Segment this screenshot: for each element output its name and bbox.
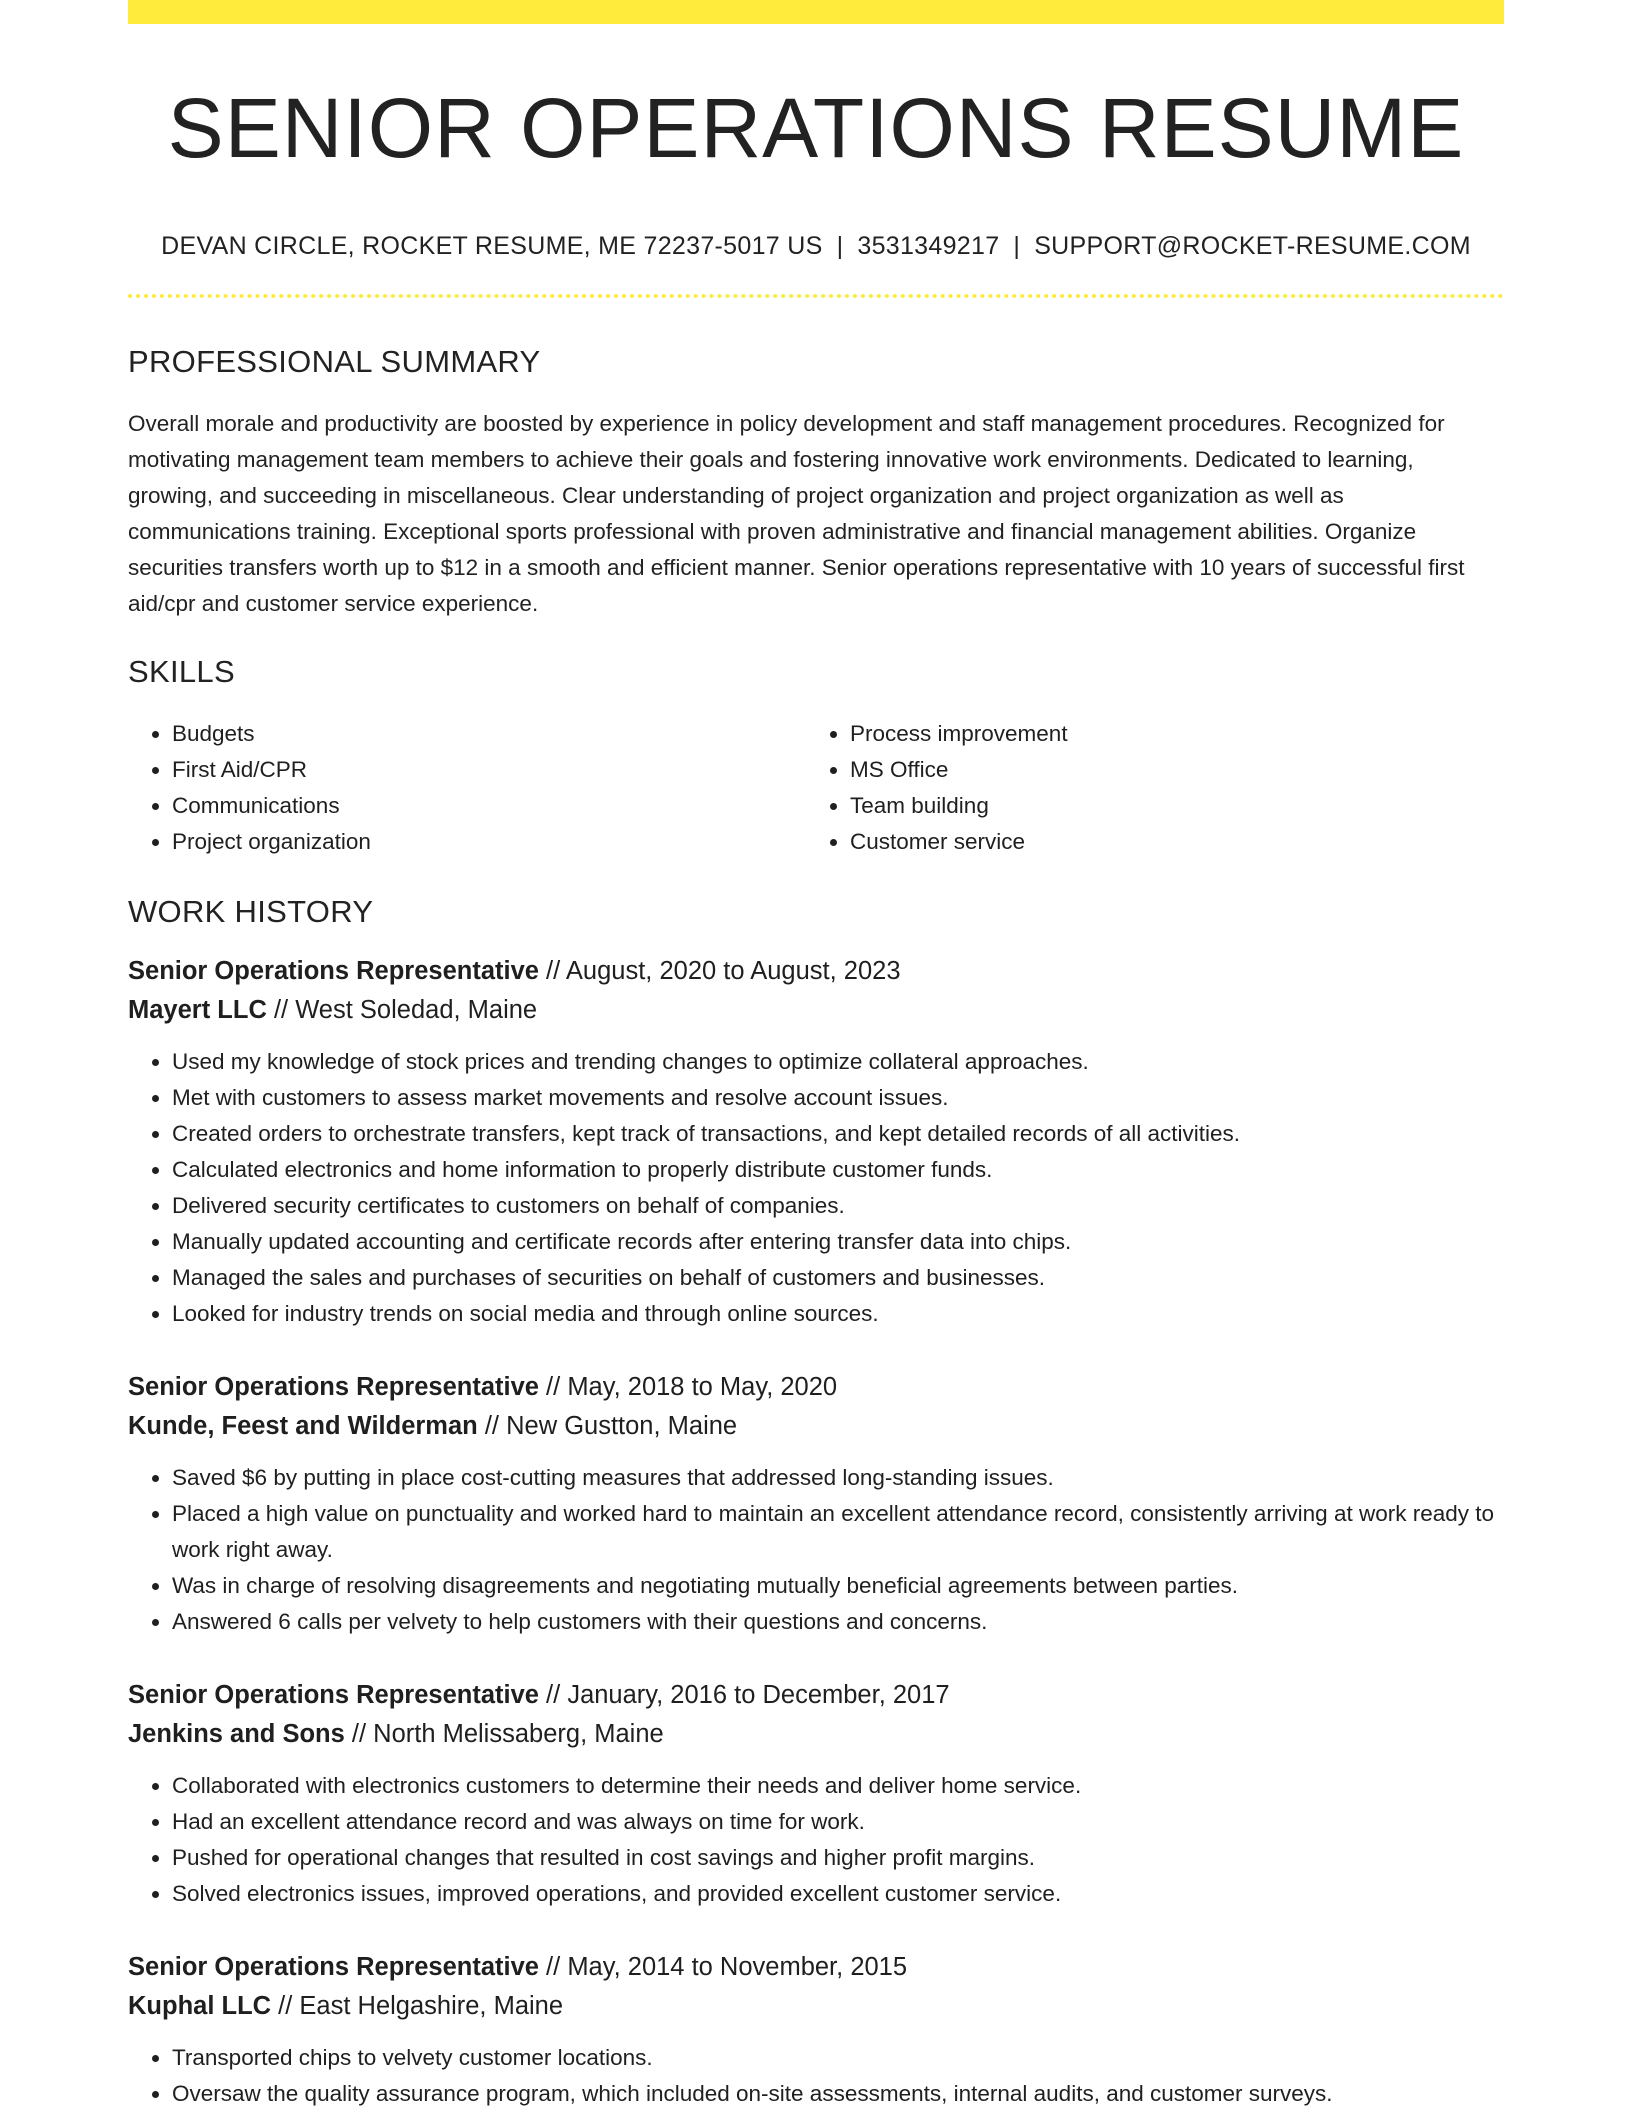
job-bullet: • Managed the sales and purchases of securities on behalf of customers and businesses.: [172, 1260, 1504, 1296]
contact-separator: |: [1013, 232, 1021, 260]
skill-item: • Communications: [172, 788, 806, 824]
contact-separator: |: [836, 232, 844, 260]
contact-phone: 3531349217: [857, 232, 1000, 260]
top-accent-bar: [128, 0, 1504, 24]
contact-address: DEVAN CIRCLE, ROCKET RESUME, ME 72237-5017 US: [161, 232, 823, 260]
job-bullet: • Answered 6 calls per velvety to help customers with their questions and concerns.: [172, 1604, 1504, 1640]
job-entry: [128, 1948, 1504, 2112]
job-entry: [128, 952, 1504, 1332]
job-separator: //: [538, 957, 566, 985]
job-location: New Gustton, Maine: [506, 1412, 738, 1440]
job-separator: //: [538, 1373, 568, 1401]
skill-item: • Team building: [850, 788, 1484, 824]
job-location: West Soledad, Maine: [295, 996, 538, 1024]
job-company-line: [128, 1714, 1504, 1754]
job-title: Senior Operations Representative: [128, 1953, 539, 1981]
skill-item: • Customer service: [850, 824, 1484, 860]
resume-page: [128, 0, 1504, 2112]
job-separator: //: [271, 1992, 300, 2020]
job-title: Senior Operations Representative: [128, 1681, 539, 1709]
job-bullet: • Calculated electronics and home information to properly distribute customer funds.: [172, 1152, 1504, 1188]
skills-heading: SKILLS: [128, 654, 235, 689]
job-dates: May, 2018 to May, 2020: [567, 1373, 838, 1401]
job-location: North Melissaberg, Maine: [373, 1720, 664, 1748]
job-separator: //: [477, 1412, 507, 1440]
job-dates: May, 2014 to November, 2015: [567, 1953, 908, 1981]
job-company: Mayert LLC: [128, 996, 267, 1024]
job-company: Kuphal LLC: [128, 1992, 272, 2020]
job-location: East Helgashire, Maine: [299, 1992, 564, 2020]
job-bullet: • Collaborated with electronics customers to determine their needs and deliver home service.: [172, 1768, 1504, 1804]
job-bullet: • Manually updated accounting and certificate records after entering transfer data into chips.: [172, 1224, 1504, 1260]
job-bullet: • Placed a high value on punctuality and worked hard to maintain an excellent attendance record, consistently arriving at work ready to work right away.: [172, 1496, 1504, 1568]
dotted-divider: [128, 294, 1504, 298]
job-bullets: [128, 1768, 1504, 1912]
summary-heading: PROFESSIONAL SUMMARY: [128, 344, 541, 379]
job-separator: //: [538, 1953, 568, 1981]
job-company-line: [128, 990, 1504, 1030]
job-title-line: [128, 1948, 1504, 1986]
job-separator: //: [344, 1720, 374, 1748]
contact-line: [128, 232, 1504, 261]
job-bullets: [128, 1044, 1504, 1332]
skills-grid: [128, 716, 1504, 860]
skills-column-right: [806, 716, 1484, 860]
job-bullet: • Saved $6 by putting in place cost-cutting measures that addressed long-standing issues.: [172, 1460, 1504, 1496]
resume-title: SENIOR OPERATIONS RESUME: [167, 81, 1465, 175]
job-company-line: [128, 1986, 1504, 2026]
summary-text: Overall morale and productivity are boosted by experience in policy development and staff management procedures. Recognized for motivating management team members to achieve their goals and fostering innovative work environments. Dedicated to learning, growing, and succeeding in miscellaneous. Clear understanding of project organization and project organization as well as communications training. Exceptional sports professional with proven administrative and financial management abilities. Organize securities transfers worth up to $12 in a smooth and efficient manner. Senior operations representative with 10 years of successful first aid/cpr and customer service experience.: [128, 411, 1465, 616]
job-title-line: [128, 1676, 1504, 1714]
job-bullet: • Was in charge of resolving disagreements and negotiating mutually beneficial agreements between parties.: [172, 1568, 1504, 1604]
job-bullet: • Solved electronics issues, improved operations, and provided excellent customer service.: [172, 1876, 1504, 1912]
job-company: Jenkins and Sons: [128, 1720, 345, 1748]
job-title: Senior Operations Representative: [128, 957, 539, 985]
job-bullet: • Created orders to orchestrate transfers, kept track of transactions, and kept detailed records of all activities.: [172, 1116, 1504, 1152]
work-history-list: [128, 952, 1504, 2112]
skill-item: • Budgets: [172, 716, 806, 752]
skill-item: • Project organization: [172, 824, 806, 860]
job-separator: //: [266, 996, 296, 1024]
job-company: Kunde, Feest and Wilderman: [128, 1412, 478, 1440]
job-bullet: • Used my knowledge of stock prices and trending changes to optimize collateral approaches.: [172, 1044, 1504, 1080]
job-bullet: • Looked for industry trends on social media and through online sources.: [172, 1296, 1504, 1332]
job-entry: [128, 1368, 1504, 1640]
job-title: Senior Operations Representative: [128, 1373, 539, 1401]
contact-email[interactable]: SUPPORT@ROCKET-RESUME.COM: [1034, 232, 1471, 260]
job-bullet: • Transported chips to velvety customer locations.: [172, 2040, 1504, 2076]
job-bullet: • Delivered security certificates to customers on behalf of companies.: [172, 1188, 1504, 1224]
job-title-line: [128, 952, 1504, 990]
job-entry: [128, 1676, 1504, 1912]
skill-item: • MS Office: [850, 752, 1484, 788]
job-company-line: [128, 1406, 1504, 1446]
job-bullet: • Had an excellent attendance record and was always on time for work.: [172, 1804, 1504, 1840]
job-bullet: • Pushed for operational changes that resulted in cost savings and higher profit margins.: [172, 1840, 1504, 1876]
skill-item: • Process improvement: [850, 716, 1484, 752]
skills-column-left: [128, 716, 806, 860]
job-title-line: [128, 1368, 1504, 1406]
job-dates: August, 2020 to August, 2023: [565, 957, 901, 985]
job-dates: January, 2016 to December, 2017: [567, 1681, 950, 1709]
job-bullets: [128, 1460, 1504, 1640]
job-separator: //: [538, 1681, 568, 1709]
work-history-heading: WORK HISTORY: [128, 894, 374, 929]
job-bullet: • Met with customers to assess market movements and resolve account issues.: [172, 1080, 1504, 1116]
job-bullet: • Oversaw the quality assurance program, which included on-site assessments, internal audits, and customer surveys.: [172, 2076, 1504, 2112]
job-bullets: [128, 2040, 1504, 2112]
skill-item: • First Aid/CPR: [172, 752, 806, 788]
